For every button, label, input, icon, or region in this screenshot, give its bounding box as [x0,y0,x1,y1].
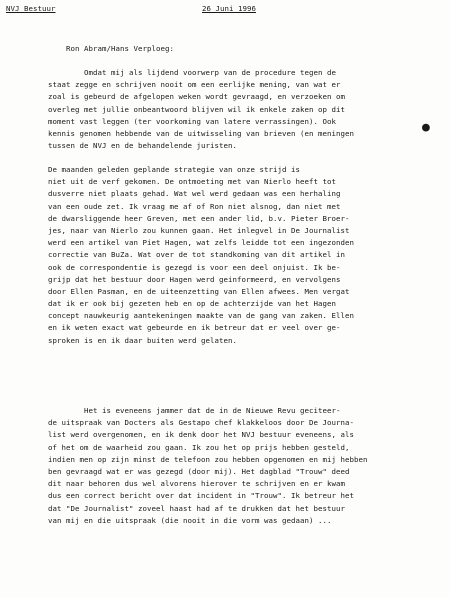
text-line: dit naar behoren dus wel alvorens hierover te schrijven en er kwam [48,479,345,489]
text-line: moment vast leggen (ter voorkoming van latere verrassingen). Ook [48,116,336,126]
header-recipient: NVJ Bestuur [6,4,56,13]
text-line: tussen de NVJ en de behandelende juristen. [48,141,237,151]
text-line: dus een correct bericht over dat incident in "Trouw". Ik betreur het [48,491,354,501]
letter-header [6,4,444,16]
text-line: sproken is en ik daar buiten werd gelaten. [48,335,237,345]
text-line: van mij en die uitspraak (die nooit in die vorm was gedaan) ... [48,515,332,525]
text-line: dat ik er ook bij gezeten heb en op de achterzijde van het Hagen [48,299,336,309]
text-line: Het is eveneens jammer dat de in de Nieuwe Revu geciteer- [48,406,341,415]
text-line: kennis genomen hebbende van de uitwisseling van brieven (en meningen [48,128,354,138]
text-line: ben gevraagd wat er was gezegd (door mij). Het dagblad "Trouw" deed [48,466,350,476]
text-line: De maanden geleden geplande strategie van onze strijd is [48,165,300,174]
text-line: ook de correspondentie is gezegd is voor een deel onjuist. Ik be- [48,262,341,272]
text-line: concept nauwkeurig aantekeningen maakte van de gang van zaken. Ellen [48,311,354,321]
text-line: dat "De Journalist" zoveel haast had af te drukken dat het bestuur [48,503,345,513]
handwritten-mark: ● [422,120,430,135]
text-line: werd een artikel van Piet Hagen, wat zelfs leidde tot een ingezonden [48,238,354,248]
text-line: de dwarsliggende heer Greven, met een ander lid, b.v. Pieter Broer- [48,213,350,223]
text-line: of het om de waarheid zou gaan. Ik zou het op prijs hebben gesteld, [48,442,350,452]
text-line: list werd overgenomen, en ik denk door het NVJ bestuur eveneens, als [48,430,354,440]
text-line: en ik weten exact wat gebeurde en ik betreur dat er veel over ge- [48,323,341,333]
text-line: grijp dat het bestuur door Hagen werd geinformeerd, en vervolgens [48,274,341,284]
text-line: zoal is gebeurd de afgelopen weken wordt gevraagd, en verzoeken om [48,92,345,102]
text-line: dusverre niet plaats gehad. Wat wel werd gedaan was een herhaling [48,189,341,199]
text-line: van een oude zet. Ik vraag me af of Ron niet alsnog, dan niet met [48,201,341,211]
paragraph-1 [48,67,446,152]
text-line: door Ellen Pasman, en de uiteenzetting van Ellen afwees. Men vergat [48,286,350,296]
text-line: correctie van BuZa. Wat over de tot standkoming van dit artikel in [48,250,345,260]
paragraph-3 [48,405,446,527]
text-line: indien men op zijn minst de telefoon zou hebben opgenomen en mij hebben [48,454,368,464]
header-date: 26 Juni 1996 [202,4,256,13]
text-line: Omdat mij als lijdend voorwerp van de procedure tegen de [48,68,336,77]
text-line: niet uit de verf gekomen. De ontmoeting met van Nierlo heeft tot [48,177,336,187]
text-line: de uitspraak van Docters als Gestapo chef klakkeloos door De Journa- [48,418,354,428]
salutation: Ron Abram/Hans Verploeg: [66,44,174,53]
paragraph-2 [48,164,446,347]
text-line: overleg met jullie onbeantwoord blijven wil ik enkele zaken op dit [48,104,345,114]
text-line: jes, naar van Nierlo zou kunnen gaan. Het inlegvel in De Journalist [48,225,350,235]
text-line: staat zegge en schrijven nooit om een eerlijke mening, van wat er [48,80,341,90]
